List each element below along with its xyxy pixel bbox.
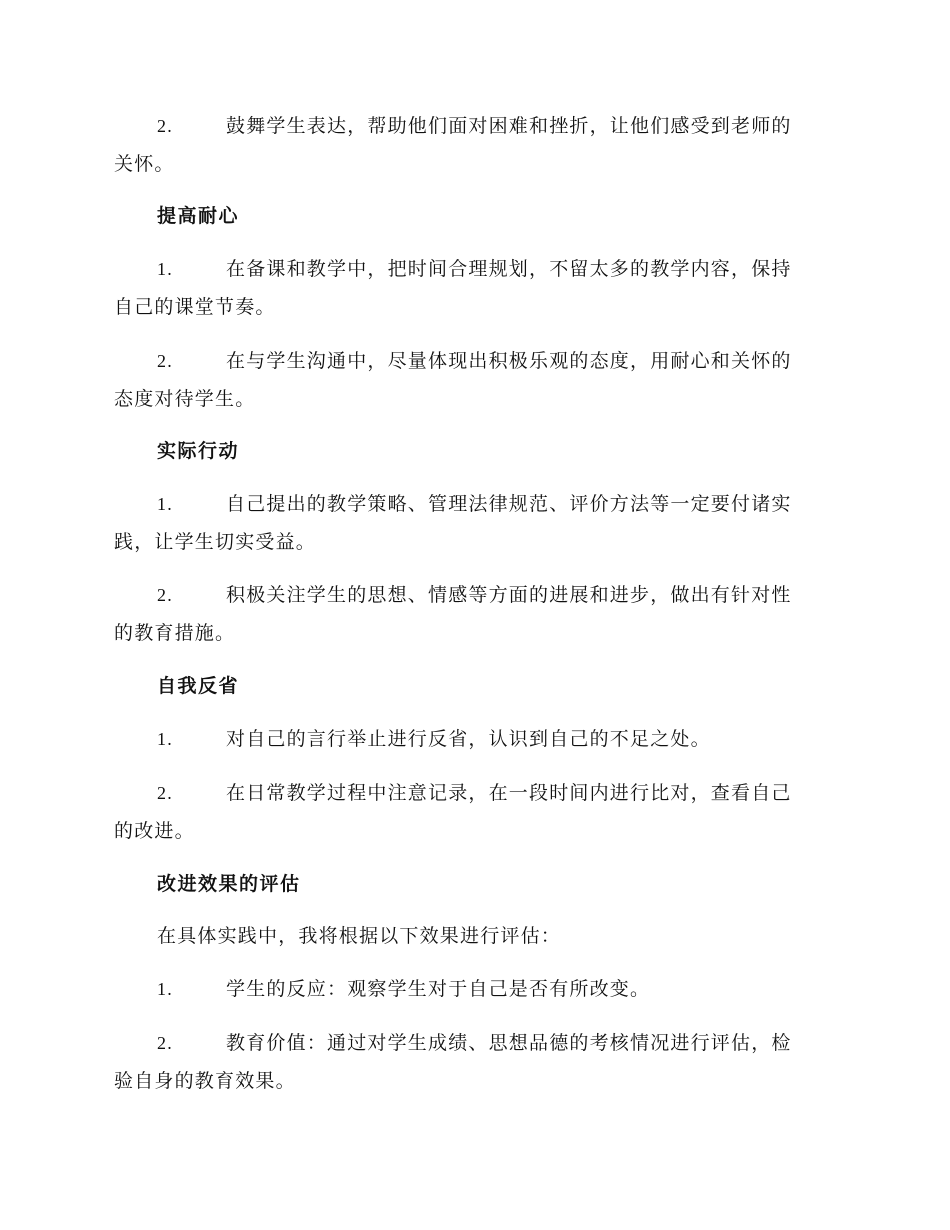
list-text: 在备课和教学中，把时间合理规划，不留太多的教学内容，保持	[226, 258, 792, 280]
section-heading-reflection: 自我反省	[157, 675, 240, 697]
list-text-continued: 自己的课堂节奏。	[114, 296, 276, 318]
list-text: 对自己的言行举止进行反省，认识到自己的不足之处。	[226, 728, 711, 750]
list-text-continued: 验自身的教育效果。	[114, 1070, 296, 1092]
list-text-continued: 态度对待学生。	[114, 388, 256, 410]
section-heading-patience: 提高耐心	[157, 205, 240, 227]
list-text-continued: 践，让学生切实受益。	[114, 531, 317, 553]
section-heading-action: 实际行动	[157, 440, 240, 462]
list-number: 2.	[157, 783, 173, 803]
list-number: 1.	[157, 979, 173, 999]
list-number: 1.	[157, 494, 173, 514]
list-text: 教育价值：通过对学生成绩、思想品德的考核情况进行评估，检	[226, 1032, 792, 1054]
list-number: 1.	[157, 729, 173, 749]
list-number: 2.	[157, 1033, 173, 1053]
list-text: 在与学生沟通中，尽量体现出积极乐观的态度，用耐心和关怀的	[226, 350, 792, 372]
list-text-continued: 关怀。	[114, 153, 175, 175]
list-number: 2.	[157, 351, 173, 371]
list-number: 1.	[157, 259, 173, 279]
list-text: 自己提出的教学策略、管理法律规范、评价方法等一定要付诸实	[226, 493, 792, 515]
list-text: 积极关注学生的思想、情感等方面的进展和进步，做出有针对性	[226, 584, 792, 606]
list-text-continued: 的教育措施。	[114, 622, 236, 644]
list-text: 在日常教学过程中注意记录，在一段时间内进行比对，查看自己	[226, 782, 792, 804]
intro-paragraph: 在具体实践中，我将根据以下效果进行评估：	[157, 925, 562, 947]
list-text: 鼓舞学生表达，帮助他们面对困难和挫折，让他们感受到老师的	[226, 115, 792, 137]
list-text: 学生的反应：观察学生对于自己是否有所改变。	[226, 978, 651, 1000]
list-number: 2.	[157, 585, 173, 605]
list-number: 2.	[157, 116, 173, 136]
section-heading-evaluation: 改进效果的评估	[157, 873, 301, 895]
list-text-continued: 的改进。	[114, 820, 195, 842]
